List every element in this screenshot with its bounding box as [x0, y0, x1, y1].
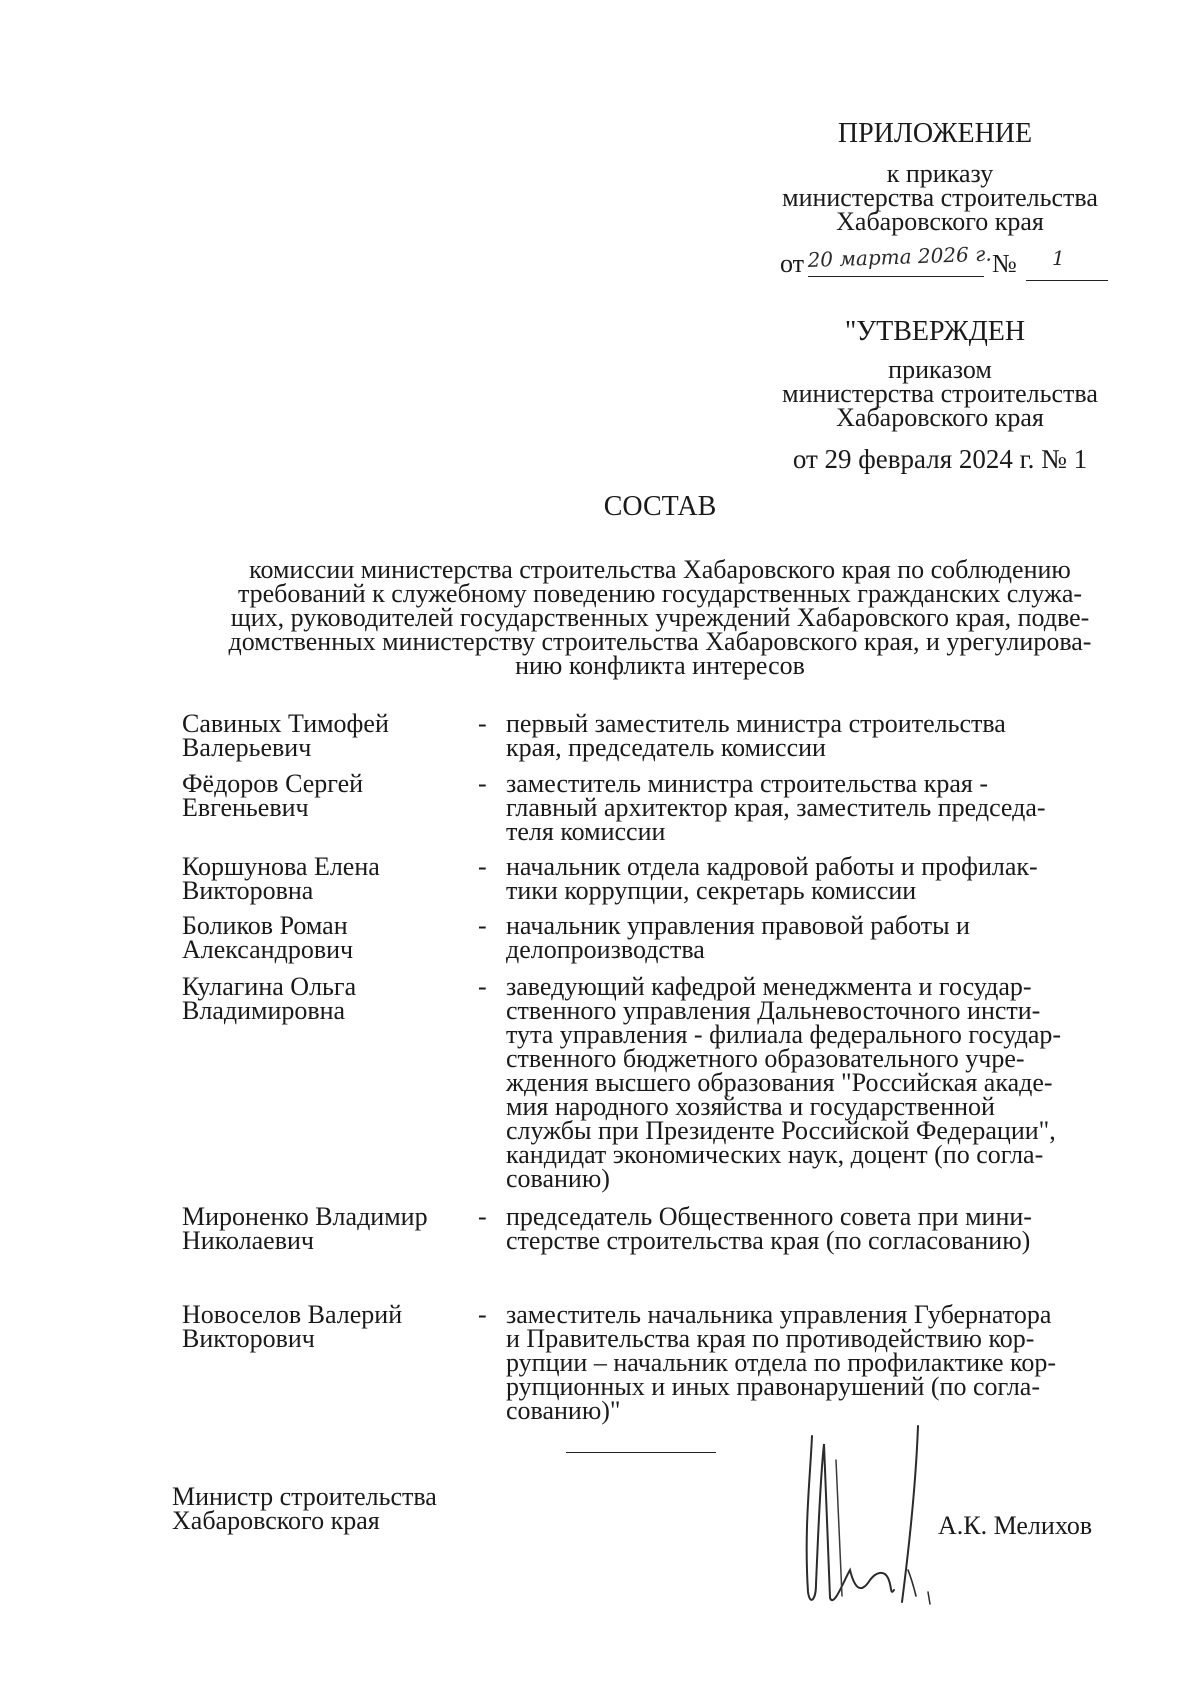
member-role-line: ждения высшего образования "Российская акаде-	[506, 1068, 1053, 1097]
member-surname-name: Новоселов Валерий	[182, 1300, 403, 1329]
member-name	[182, 1300, 472, 1353]
appendix-date-line	[780, 241, 1120, 282]
subtitle-line: комиссии министерства строительства Хабаровского края по соблюдению	[249, 555, 1071, 584]
approved-block	[760, 318, 1120, 473]
subtitle-line: требований к служебному поведению государственных гражданских служа-	[237, 579, 1083, 608]
approved-line-4: от 29 февраля 2024 г. № 1	[792, 444, 1088, 474]
member-role-line: стерстве строительства края (по согласованию)	[506, 1226, 1031, 1255]
member-role-line: службы при Президенте Российской Федерации",	[506, 1116, 1056, 1145]
member-dash: -	[478, 852, 487, 881]
member-role-line: начальник управления правовой работы и	[506, 911, 970, 940]
member-role-line: сованию)	[506, 1164, 610, 1193]
member-name	[182, 1202, 472, 1255]
member-surname-name: Савиных Тимофей	[182, 709, 389, 738]
member-dash: -	[478, 1300, 487, 1329]
member-dash: -	[478, 911, 487, 940]
member-patronymic: Викторовна	[182, 876, 314, 905]
member-name	[182, 769, 472, 822]
document-title: СОСТАВ	[603, 491, 717, 522]
member-surname-name: Фёдоров Сергей	[182, 769, 364, 798]
member-surname-name: Мироненко Владимир	[182, 1202, 428, 1231]
member-role-line: заместитель начальника управления Губернатора	[506, 1300, 1052, 1329]
member-role-line: председатель Общественного совета при мини-	[506, 1202, 1032, 1231]
member-role-line: тики коррупции, секретарь комиссии	[506, 876, 917, 905]
member-role-line: делопроизводства	[506, 935, 705, 964]
member-role-line: края, председатель комиссии	[506, 733, 826, 762]
approved-line-2: министерства строительства	[782, 379, 1098, 408]
member-role-line: заведующий кафедрой менеджмента и государ-	[506, 972, 1032, 1001]
subtitle-line: домственных министерству строительства Хабаровского края, и урегулирова-	[228, 627, 1092, 656]
member-role-line: теля комиссии	[506, 817, 666, 846]
date-prefix: от	[780, 249, 805, 278]
member-dash: -	[478, 972, 487, 1001]
signatory-name: А.К. Мелихов	[938, 1511, 1093, 1540]
date-underline	[808, 276, 984, 277]
closing-separator	[566, 1452, 716, 1453]
approved-line-1: приказом	[888, 355, 992, 384]
subtitle-line: нию конфликта интересов	[515, 651, 805, 680]
member-role-line: ственного управления Дальневосточного инсти-	[506, 996, 1041, 1025]
member-surname-name: Боликов Роман	[182, 911, 348, 940]
member-role-line: начальник отдела кадровой работы и профилак-	[506, 852, 1038, 881]
approved-title: "УТВЕРЖДЕН	[844, 316, 1026, 347]
member-patronymic: Александрович	[182, 935, 354, 964]
member-dash: -	[478, 1202, 487, 1231]
member-role-line: заместитель министра строительства края -	[506, 769, 988, 798]
document-subtitle	[190, 555, 1130, 680]
member-role	[506, 972, 1109, 1193]
member-name	[182, 852, 472, 905]
handwritten-date: 20 марта 2026 г.	[807, 241, 992, 272]
approved-line-3: Хабаровского края	[836, 403, 1044, 432]
member-role-line: главный архитектор края, заместитель председа-	[506, 793, 1046, 822]
member-role	[506, 709, 1109, 762]
member-surname-name: Кулагина Ольга	[182, 972, 357, 1001]
member-patronymic: Викторович	[182, 1324, 315, 1353]
number-label: №	[992, 249, 1017, 278]
member-surname-name: Коршунова Елена	[182, 852, 380, 881]
member-role-line: тута управления - филиала федерального государ-	[506, 1020, 1062, 1049]
appendix-line-1: к приказу	[886, 159, 994, 188]
member-patronymic: Евгеньевич	[182, 793, 309, 822]
appendix-line-3: Хабаровского края	[836, 207, 1044, 236]
member-role-line: и Правительства края по противодействию кор-	[506, 1324, 1035, 1353]
member-role	[506, 852, 1109, 905]
appendix-block	[760, 120, 1120, 234]
position-line-1: Министр строительства	[172, 1482, 437, 1511]
member-role-line: мия народного хозяйства и государственной	[506, 1092, 995, 1121]
position-line-2: Хабаровского края	[172, 1506, 380, 1535]
member-role-line: первый заместитель министра строительства	[506, 709, 1006, 738]
member-role-line: ственного бюджетного образовательного учре-	[506, 1044, 1025, 1073]
member-role	[506, 769, 1109, 846]
member-dash: -	[478, 769, 487, 798]
number-underline	[1026, 280, 1108, 281]
member-role	[506, 911, 1109, 964]
handwritten-number: 1	[1052, 246, 1065, 270]
member-dash: -	[478, 709, 487, 738]
member-name	[182, 709, 472, 762]
member-role	[506, 1300, 1109, 1425]
member-role	[506, 1202, 1109, 1255]
member-role-line: сованию)"	[506, 1396, 621, 1425]
member-name	[182, 972, 472, 1025]
member-name	[182, 911, 472, 964]
signatory-position	[172, 1482, 532, 1535]
member-patronymic: Владимировна	[182, 996, 346, 1025]
appendix-line-2: министерства строительства	[782, 183, 1098, 212]
member-role-line: кандидат экономических наук, доцент (по согла-	[506, 1140, 1044, 1169]
member-patronymic: Валерьевич	[182, 733, 312, 762]
member-patronymic: Николаевич	[182, 1226, 314, 1255]
handwritten-signature	[790, 1420, 960, 1620]
member-role-line: рупционных и иных правонарушений (по согла-	[506, 1372, 1041, 1401]
member-role-line: рупции – начальник отдела по профилактике кор-	[506, 1348, 1056, 1377]
appendix-title: ПРИЛОЖЕНИЕ	[837, 118, 1033, 149]
subtitle-line: щих, руководителей государственных учреждений Хабаровского края, подве-	[230, 603, 1090, 632]
